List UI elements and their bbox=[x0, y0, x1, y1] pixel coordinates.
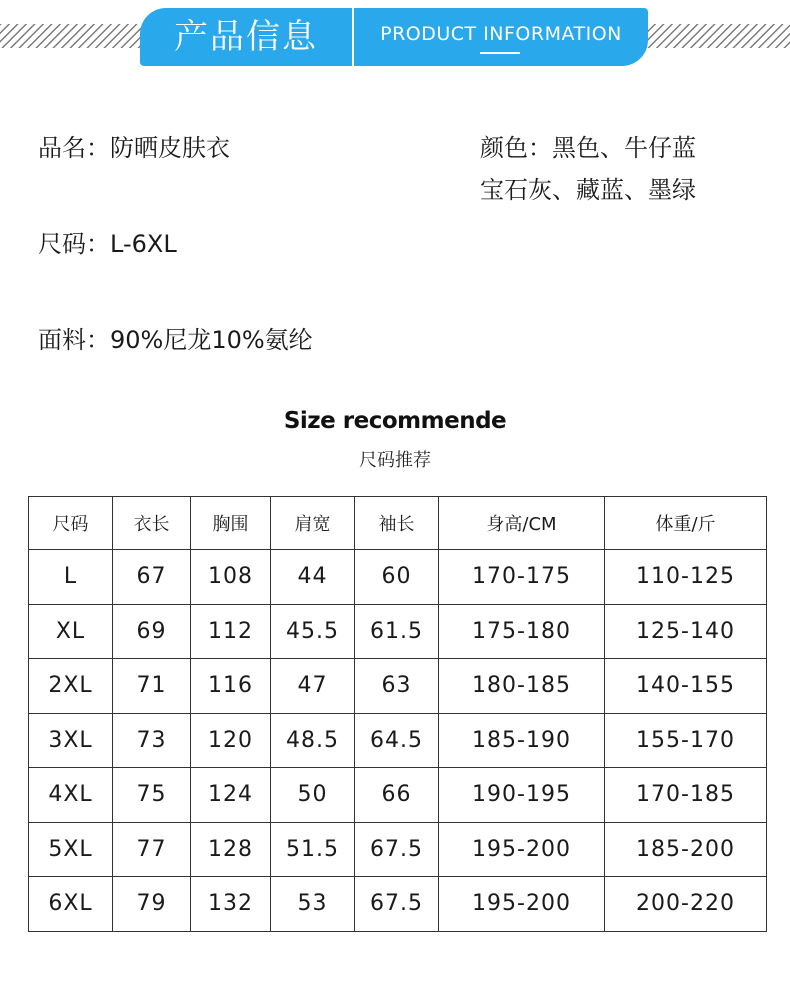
table-cell: 75 bbox=[113, 768, 191, 823]
table-cell: 170-175 bbox=[439, 550, 605, 605]
size-table bbox=[28, 496, 767, 932]
table-cell: 140-155 bbox=[605, 659, 767, 714]
table-row bbox=[29, 768, 767, 823]
table-cell: 185-200 bbox=[605, 822, 767, 877]
table-cell: 124 bbox=[191, 768, 271, 823]
banner-underline bbox=[480, 52, 520, 54]
table-cell: 170-185 bbox=[605, 768, 767, 823]
header-sleeve: 袖长 bbox=[355, 497, 439, 550]
table-cell: 128 bbox=[191, 822, 271, 877]
product-color-line1: 颜色：黑色、牛仔蓝 bbox=[480, 134, 696, 162]
table-row bbox=[29, 659, 767, 714]
banner-title-cn: 产品信息 bbox=[174, 17, 318, 57]
table-cell: 132 bbox=[191, 877, 271, 932]
header-chest: 胸围 bbox=[191, 497, 271, 550]
table-cell: 50 bbox=[271, 768, 355, 823]
table-cell: 77 bbox=[113, 822, 191, 877]
product-fabric: 面料：90%尼龙10%氨纶 bbox=[38, 326, 313, 354]
table-cell: 67 bbox=[113, 550, 191, 605]
table-header-row bbox=[29, 497, 767, 550]
table-cell: 71 bbox=[113, 659, 191, 714]
table-cell: 195-200 bbox=[439, 877, 605, 932]
table-cell: 3XL bbox=[29, 713, 113, 768]
decorative-hatch-right bbox=[646, 24, 790, 48]
table-cell: 67.5 bbox=[355, 877, 439, 932]
table-cell: 110-125 bbox=[605, 550, 767, 605]
table-cell: 175-180 bbox=[439, 604, 605, 659]
table-cell: 195-200 bbox=[439, 822, 605, 877]
table-row bbox=[29, 604, 767, 659]
table-cell: 64.5 bbox=[355, 713, 439, 768]
table-cell: 5XL bbox=[29, 822, 113, 877]
table-cell: 6XL bbox=[29, 877, 113, 932]
table-cell: XL bbox=[29, 604, 113, 659]
size-title-en: Size recommende bbox=[283, 408, 507, 434]
product-name: 品名：防晒皮肤衣 bbox=[38, 134, 230, 162]
table-cell: 4XL bbox=[29, 768, 113, 823]
banner-title-en: PRODUCT INFORMATION bbox=[380, 23, 622, 45]
table-cell: 116 bbox=[191, 659, 271, 714]
table-cell: 180-185 bbox=[439, 659, 605, 714]
table-cell: 69 bbox=[113, 604, 191, 659]
header-size: 尺码 bbox=[29, 497, 113, 550]
table-cell: 73 bbox=[113, 713, 191, 768]
table-cell: 120 bbox=[191, 713, 271, 768]
table-cell: 67.5 bbox=[355, 822, 439, 877]
table-cell: 51.5 bbox=[271, 822, 355, 877]
size-title-cn: 尺码推荐 bbox=[359, 450, 431, 471]
table-cell: 47 bbox=[271, 659, 355, 714]
table-cell: 45.5 bbox=[271, 604, 355, 659]
header-length: 衣长 bbox=[113, 497, 191, 550]
table-cell: 61.5 bbox=[355, 604, 439, 659]
table-cell: 66 bbox=[355, 768, 439, 823]
header-shoulder: 肩宽 bbox=[271, 497, 355, 550]
product-size: 尺码：L-6XL bbox=[38, 230, 177, 258]
header-height: 身高/CM bbox=[439, 497, 605, 550]
table-cell: 108 bbox=[191, 550, 271, 605]
table-row bbox=[29, 822, 767, 877]
table-cell: L bbox=[29, 550, 113, 605]
table-row bbox=[29, 713, 767, 768]
table-cell: 53 bbox=[271, 877, 355, 932]
table-cell: 155-170 bbox=[605, 713, 767, 768]
product-info-banner bbox=[140, 8, 648, 66]
product-color-line2: 宝石灰、藏蓝、墨绿 bbox=[480, 176, 696, 204]
table-cell: 48.5 bbox=[271, 713, 355, 768]
table-cell: 63 bbox=[355, 659, 439, 714]
table-cell: 2XL bbox=[29, 659, 113, 714]
decorative-hatch-left bbox=[0, 24, 142, 48]
table-cell: 200-220 bbox=[605, 877, 767, 932]
table-cell: 112 bbox=[191, 604, 271, 659]
table-cell: 60 bbox=[355, 550, 439, 605]
table-cell: 125-140 bbox=[605, 604, 767, 659]
table-cell: 44 bbox=[271, 550, 355, 605]
table-cell: 185-190 bbox=[439, 713, 605, 768]
header-weight: 体重/斤 bbox=[605, 497, 767, 550]
table-row bbox=[29, 550, 767, 605]
table-cell: 190-195 bbox=[439, 768, 605, 823]
table-row bbox=[29, 877, 767, 932]
table-cell: 79 bbox=[113, 877, 191, 932]
